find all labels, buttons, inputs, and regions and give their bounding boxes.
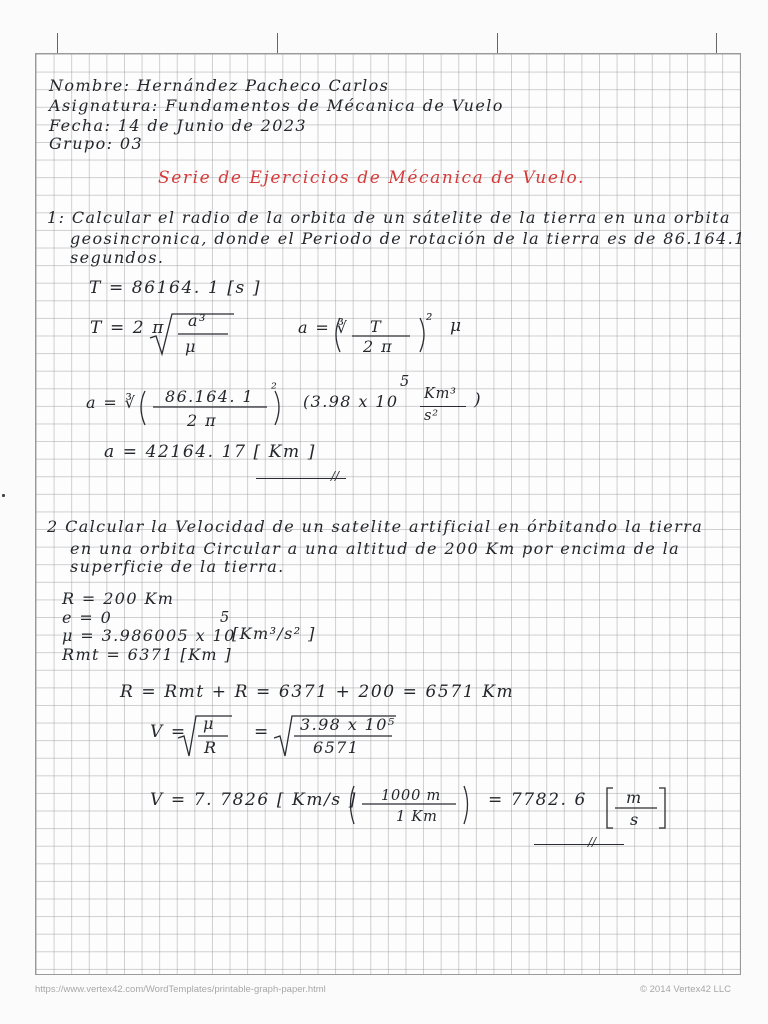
ex1-a-formula-den: 2 π bbox=[363, 337, 393, 356]
scan-mark bbox=[2, 494, 5, 497]
footer-url[interactable]: https://www.vertex42.com/WordTemplates/printable-graph-paper.html bbox=[35, 984, 326, 995]
ex1-period-formula-lhs: T = 2 π bbox=[90, 318, 165, 338]
ex1-sub-coef: (3.98 x 10 bbox=[303, 392, 399, 411]
ex1-result: a = 42164. 17 [ Km ] bbox=[104, 442, 317, 462]
header-divider bbox=[497, 33, 498, 53]
ex1-sub-close: ) bbox=[474, 390, 483, 410]
ex2-tick: // bbox=[588, 835, 597, 849]
ex1-period-value: T = 86164. 1 [s ] bbox=[89, 278, 262, 298]
date: Fecha: 14 de Junio de 2023 bbox=[49, 116, 307, 135]
ex2-v-den2: 6571 bbox=[313, 738, 360, 757]
result-underline bbox=[534, 844, 624, 845]
ex2-v-den: R bbox=[204, 738, 218, 757]
ex2-mu-unit: [Km³/s² ] bbox=[232, 624, 316, 643]
page-title: Serie de Ejercicios de Mécanica de Vuelo. bbox=[158, 168, 586, 188]
ex2-v-num2: 3.98 x 10⁵ bbox=[300, 715, 396, 734]
ex1-tick: // bbox=[331, 469, 340, 483]
header-divider bbox=[277, 33, 278, 53]
ex1-sub-unit-num: Km³ bbox=[424, 386, 457, 402]
ex1-period-formula-num: a³ bbox=[188, 311, 207, 330]
ex2-unit-num: m bbox=[626, 788, 643, 807]
ex2-mu: μ = 3.986005 x 10 bbox=[62, 626, 236, 645]
ex2-v-result-rhs: = 7782. 6 bbox=[488, 790, 587, 810]
ex1-a-formula-lhs: a = ∛ bbox=[298, 318, 349, 337]
ex1-statement-line3: segundos. bbox=[70, 248, 165, 267]
ex1-statement-line2: geosincronica, donde el Periodo de rotación de la tierra es de 86.164.1 bbox=[70, 229, 746, 248]
ex1-sub-lhs: a = ∛ bbox=[86, 393, 137, 412]
ex1-a-formula-exp: ² bbox=[426, 310, 434, 329]
ex1-sub-exp: ² bbox=[271, 381, 278, 397]
group: Grupo: 03 bbox=[49, 134, 144, 153]
ex2-mu-pow: 5 bbox=[220, 610, 231, 626]
ex2-r-calc: R = Rmt + R = 6371 + 200 = 6571 Km bbox=[120, 682, 515, 702]
ex2-v-conv-den: 1 Km bbox=[396, 809, 438, 825]
graph-paper bbox=[35, 53, 741, 975]
ex1-sub-den: 2 π bbox=[187, 411, 217, 430]
ex1-statement-line1: 1: Calcular el radio de la orbita de un sátelite de la tierra en una orbita bbox=[47, 208, 731, 227]
footer-copyright: © 2014 Vertex42 LLC bbox=[640, 984, 731, 995]
ex2-statement-line2: en una orbita Circular a una altitud de 200 Km por encima de la bbox=[70, 539, 681, 558]
ex1-sub-unit-den: s² bbox=[424, 408, 439, 424]
ex1-a-formula-mu: μ bbox=[450, 316, 463, 336]
header-box bbox=[57, 33, 717, 53]
ex2-v-conv-num: 1000 m bbox=[381, 788, 442, 804]
ex2-v-lhs: V = bbox=[150, 722, 187, 742]
ex2-v-eq: = bbox=[254, 722, 270, 742]
ex2-statement-line3: superficie de la tierra. bbox=[70, 557, 285, 576]
student-name: Nombre: Hernández Pacheco Carlos bbox=[49, 76, 390, 95]
ex2-statement-line1: 2 Calcular la Velocidad de un satelite artificial en órbitando la tierra bbox=[47, 517, 704, 536]
ex2-v-result: V = 7. 7826 [ Km/s ] bbox=[150, 790, 357, 810]
ex2-rmt: Rmt = 6371 [Km ] bbox=[62, 645, 233, 664]
ex1-period-formula-den: μ bbox=[185, 337, 197, 356]
ex2-v-num: μ bbox=[203, 714, 215, 733]
ex2-e: e = 0 bbox=[62, 608, 113, 627]
ex1-a-formula-num: T bbox=[370, 317, 383, 336]
subject: Asignatura: Fundamentos de Mécanica de Vuelo bbox=[49, 96, 504, 115]
ex2-r: R = 200 Km bbox=[62, 589, 175, 608]
ex2-unit-den: s bbox=[630, 810, 640, 829]
ex1-sub-num: 86.164. 1 bbox=[165, 387, 254, 406]
ex1-sub-pow: 5 bbox=[400, 374, 411, 390]
